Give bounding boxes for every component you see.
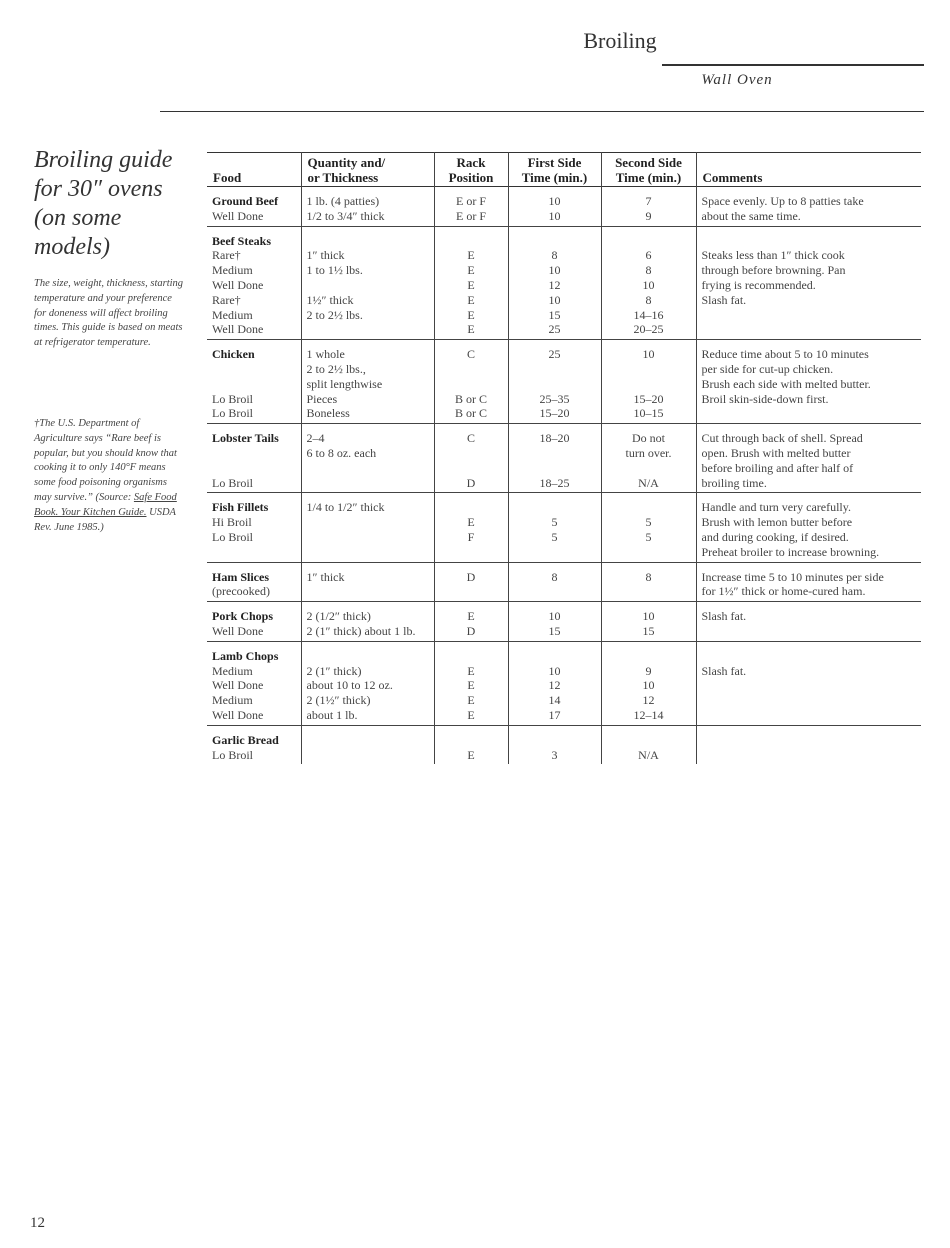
food-cell: Well Done xyxy=(212,208,264,223)
table-row xyxy=(207,392,921,407)
second-side-cell xyxy=(601,725,696,747)
first-side-cell: 18–20 xyxy=(508,424,601,446)
rack-cell xyxy=(434,377,508,392)
first-side-cell: 5 xyxy=(508,515,601,530)
food-cell xyxy=(207,340,301,362)
quantity-cell: 2 (1½″ thick) xyxy=(301,693,434,708)
header-rack: Rack Position xyxy=(434,153,508,187)
table-row xyxy=(207,322,921,339)
comment-cell: Broil skin-side-down first. xyxy=(696,392,921,407)
food-cell: Medium xyxy=(212,307,253,322)
food-group xyxy=(207,641,921,725)
header-quantity: Quantity and/ or Thickness xyxy=(301,153,434,187)
quantity-cell: about 1 lb. xyxy=(301,708,434,725)
comment-cell xyxy=(696,708,921,725)
food-group xyxy=(207,493,921,562)
first-side-cell xyxy=(508,377,601,392)
table-row xyxy=(207,248,921,263)
first-side-cell: 8 xyxy=(508,248,601,263)
food-cell: Lo Broil xyxy=(212,747,253,762)
quantity-cell xyxy=(301,725,434,747)
second-side-cell xyxy=(601,226,696,248)
first-side-cell: 10 xyxy=(508,209,601,226)
food-cell xyxy=(207,377,301,392)
first-side-cell: 12 xyxy=(508,678,601,693)
comment-cell xyxy=(696,725,921,747)
comment-cell: Reduce time about 5 to 10 minutes xyxy=(696,340,921,362)
quantity-cell xyxy=(301,278,434,293)
second-side-cell xyxy=(601,493,696,515)
footnote-source: Safe Food Book. Your Kitchen Guide. xyxy=(34,491,177,518)
food-cell xyxy=(207,461,301,476)
food-cell xyxy=(207,446,301,461)
table-row xyxy=(207,493,921,515)
quantity-cell: 6 to 8 oz. each xyxy=(301,446,434,461)
second-side-cell: 12–14 xyxy=(601,708,696,725)
food-cell: Well Done xyxy=(212,678,264,693)
first-side-cell: 25–35 xyxy=(508,392,601,407)
header-comments: Comments xyxy=(696,153,921,187)
quantity-cell xyxy=(301,545,434,562)
first-side-cell xyxy=(508,584,601,601)
table-row xyxy=(207,406,921,423)
food-name: Pork Chops xyxy=(212,609,274,624)
first-side-cell: 10 xyxy=(508,602,601,624)
food-cell: Lo Broil xyxy=(212,475,253,490)
comment-cell: and during cooking, if desired. xyxy=(696,530,921,545)
second-side-cell: 10–15 xyxy=(601,406,696,423)
food-cell xyxy=(207,562,301,584)
first-side-cell: 15 xyxy=(508,624,601,641)
comment-cell: Brush with lemon butter before xyxy=(696,515,921,530)
food-cell: Rare† xyxy=(212,292,241,307)
comment-cell: Handle and turn very carefully. xyxy=(696,493,921,515)
second-side-cell: 8 xyxy=(601,293,696,308)
food-cell xyxy=(207,226,301,248)
quantity-cell: 1/2 to 3/4″ thick xyxy=(301,209,434,226)
food-cell: Medium xyxy=(212,693,253,708)
food-name: Ham Slices xyxy=(212,569,269,584)
rack-cell: E xyxy=(434,693,508,708)
comment-cell: Steaks less than 1″ thick cook xyxy=(696,248,921,263)
first-side-cell xyxy=(508,725,601,747)
table-row xyxy=(207,530,921,545)
quantity-cell xyxy=(301,748,434,765)
first-side-cell: 10 xyxy=(508,187,601,209)
quantity-cell: 1½″ thick xyxy=(301,293,434,308)
sidebar-title: Broiling guide for 30″ ovens (on some models) xyxy=(34,147,173,260)
sidebar-footnote xyxy=(34,417,184,535)
table-row xyxy=(207,476,921,493)
rack-cell: E xyxy=(434,322,508,339)
rack-cell xyxy=(434,641,508,663)
comment-cell xyxy=(696,641,921,663)
second-side-cell xyxy=(601,545,696,562)
rack-cell: E xyxy=(434,664,508,679)
comment-cell: about the same time. xyxy=(696,209,921,226)
quantity-cell xyxy=(301,461,434,476)
table-row xyxy=(207,515,921,530)
table-row xyxy=(207,584,921,601)
food-cell: Well Done xyxy=(212,623,264,638)
quantity-cell: 1 to 1½ lbs. xyxy=(301,263,434,278)
table-row xyxy=(207,362,921,377)
table-row xyxy=(207,340,921,362)
table-row xyxy=(207,664,921,679)
first-side-cell xyxy=(508,446,601,461)
comment-cell: through before browning. Pan xyxy=(696,263,921,278)
rack-cell: E xyxy=(434,263,508,278)
rack-cell: E or F xyxy=(434,209,508,226)
first-side-cell: 25 xyxy=(508,340,601,362)
comment-cell: for 1½″ thick or home-cured ham. xyxy=(696,584,921,601)
second-side-cell: 9 xyxy=(601,664,696,679)
food-group xyxy=(207,226,921,340)
rack-cell: E xyxy=(434,293,508,308)
quantity-cell: 1/4 to 1/2″ thick xyxy=(301,493,434,515)
rack-cell: D xyxy=(434,476,508,493)
comment-cell: Slash fat. xyxy=(696,664,921,679)
quantity-cell xyxy=(301,322,434,339)
footnote-text: †The U.S. Department of Agriculture says “Rare beef is popular, but you should know that cooking it to only 140°F means some food poisoning organisms may survive.” (Source: xyxy=(34,418,177,503)
comment-cell: frying is recommended. xyxy=(696,278,921,293)
table-row xyxy=(207,226,921,248)
comment-cell: Space evenly. Up to 8 patties take xyxy=(696,187,921,209)
table-row xyxy=(207,424,921,446)
comment-cell: Slash fat. xyxy=(696,602,921,624)
table-row xyxy=(207,308,921,323)
second-side-cell: 15 xyxy=(601,624,696,641)
header-divider xyxy=(160,111,924,112)
comment-cell xyxy=(696,748,921,765)
first-side-cell: 10 xyxy=(508,263,601,278)
comment-cell: per side for cut-up chicken. xyxy=(696,362,921,377)
food-cell xyxy=(207,641,301,663)
header-second-side: Second Side Time (min.) xyxy=(601,153,696,187)
comment-cell: Cut through back of shell. Spread xyxy=(696,424,921,446)
first-side-cell: 25 xyxy=(508,322,601,339)
second-side-cell: 9 xyxy=(601,209,696,226)
sidebar-note: The size, weight, thickness, starting temperature and your preference for doneness will affect broiling times. This guide is based on meats at refrigerator temperature. xyxy=(34,278,184,349)
comment-cell xyxy=(696,624,921,641)
quantity-cell: 2 (1″ thick) xyxy=(301,664,434,679)
rack-cell xyxy=(434,725,508,747)
header-food: Food xyxy=(213,170,242,185)
rack-cell xyxy=(434,493,508,515)
broiling-guide-table xyxy=(207,152,921,764)
table-row xyxy=(207,278,921,293)
food-group xyxy=(207,187,921,227)
rack-cell: E xyxy=(434,602,508,624)
rack-cell: E xyxy=(434,248,508,263)
comment-cell: Increase time 5 to 10 minutes per side xyxy=(696,562,921,584)
comment-cell: broiling time. xyxy=(696,476,921,493)
quantity-cell: 2–4 xyxy=(301,424,434,446)
food-cell: Lo Broil xyxy=(212,406,253,421)
quantity-cell xyxy=(301,584,434,601)
quantity-cell xyxy=(301,530,434,545)
second-side-cell: 5 xyxy=(601,515,696,530)
quantity-cell xyxy=(301,515,434,530)
quantity-cell: 2 (1″ thick) about 1 lb. xyxy=(301,624,434,641)
first-side-cell: 8 xyxy=(508,562,601,584)
table-header-row xyxy=(207,153,921,187)
header-first-side: First Side Time (min.) xyxy=(508,153,601,187)
table-row xyxy=(207,708,921,725)
first-side-cell xyxy=(508,226,601,248)
rack-cell: D xyxy=(434,624,508,641)
food-cell xyxy=(207,602,301,624)
food-cell xyxy=(207,493,301,515)
quantity-cell: 2 to 2½ lbs. xyxy=(301,308,434,323)
first-side-cell xyxy=(508,545,601,562)
comment-cell: open. Brush with melted butter xyxy=(696,446,921,461)
second-side-cell: 10 xyxy=(601,602,696,624)
quantity-cell xyxy=(301,641,434,663)
table-row xyxy=(207,748,921,765)
food-name: Lamb Chops xyxy=(212,648,279,663)
food-name: Beef Steaks xyxy=(212,233,271,248)
food-name: Garlic Bread xyxy=(212,732,279,747)
second-side-cell: 12 xyxy=(601,693,696,708)
table-row xyxy=(207,693,921,708)
quantity-cell: 2 (1/2″ thick) xyxy=(301,602,434,624)
table-row xyxy=(207,187,921,209)
header-rule xyxy=(662,64,924,66)
second-side-cell xyxy=(601,377,696,392)
comment-cell xyxy=(696,406,921,423)
comment-cell xyxy=(696,693,921,708)
section-title: Broiling xyxy=(583,28,657,53)
food-cell: Lo Broil xyxy=(212,529,253,544)
rack-cell: D xyxy=(434,562,508,584)
food-cell xyxy=(207,424,301,446)
table-row xyxy=(207,461,921,476)
rack-cell xyxy=(434,446,508,461)
rack-cell: E xyxy=(434,278,508,293)
comment-cell: Slash fat. xyxy=(696,293,921,308)
food-cell xyxy=(207,362,301,377)
second-side-cell: Do not xyxy=(601,424,696,446)
food-cell xyxy=(207,725,301,747)
first-side-cell xyxy=(508,493,601,515)
comment-cell xyxy=(696,226,921,248)
table-row xyxy=(207,624,921,641)
first-side-cell: 3 xyxy=(508,748,601,765)
second-side-cell: 8 xyxy=(601,562,696,584)
second-side-cell: 15–20 xyxy=(601,392,696,407)
rack-cell xyxy=(434,461,508,476)
first-side-cell: 12 xyxy=(508,278,601,293)
comment-cell: before broiling and after half of xyxy=(696,461,921,476)
second-side-cell xyxy=(601,362,696,377)
rack-cell: C xyxy=(434,340,508,362)
quantity-cell: 1 lb. (4 patties) xyxy=(301,187,434,209)
quantity-cell: split lengthwise xyxy=(301,377,434,392)
quantity-cell: 1″ thick xyxy=(301,248,434,263)
first-side-cell: 10 xyxy=(508,293,601,308)
first-side-cell xyxy=(508,461,601,476)
second-side-cell: 14–16 xyxy=(601,308,696,323)
table-row xyxy=(207,209,921,226)
food-name: Chicken xyxy=(212,347,255,362)
table-row xyxy=(207,263,921,278)
rack-cell: E xyxy=(434,308,508,323)
second-side-cell: turn over. xyxy=(601,446,696,461)
comment-cell: Preheat broiler to increase browning. xyxy=(696,545,921,562)
first-side-cell: 10 xyxy=(508,664,601,679)
food-cell xyxy=(207,545,301,562)
second-side-cell: N/A xyxy=(601,476,696,493)
food-cell: Well Done xyxy=(212,277,264,292)
rack-cell: B or C xyxy=(434,392,508,407)
rack-cell xyxy=(434,545,508,562)
food-group xyxy=(207,602,921,642)
food-group xyxy=(207,424,921,493)
food-cell: Well Done xyxy=(212,322,264,337)
second-side-cell: 8 xyxy=(601,263,696,278)
second-side-cell xyxy=(601,584,696,601)
quantity-cell: 2 to 2½ lbs., xyxy=(301,362,434,377)
quantity-cell xyxy=(301,226,434,248)
second-side-cell xyxy=(601,461,696,476)
second-side-cell: N/A xyxy=(601,748,696,765)
first-side-cell: 17 xyxy=(508,708,601,725)
food-group xyxy=(207,340,921,424)
food-group xyxy=(207,725,921,764)
rack-cell: E or F xyxy=(434,187,508,209)
first-side-cell: 15–20 xyxy=(508,406,601,423)
first-side-cell xyxy=(508,362,601,377)
food-cell: Well Done xyxy=(212,707,264,722)
table-row xyxy=(207,641,921,663)
rack-cell: F xyxy=(434,530,508,545)
second-side-cell xyxy=(601,641,696,663)
table-row xyxy=(207,377,921,392)
first-side-cell xyxy=(508,641,601,663)
food-cell: (precooked) xyxy=(212,584,270,599)
second-side-cell: 20–25 xyxy=(601,322,696,339)
food-cell: Medium xyxy=(212,263,253,278)
quantity-cell: 1 whole xyxy=(301,340,434,362)
rack-cell xyxy=(434,584,508,601)
quantity-cell: 1″ thick xyxy=(301,562,434,584)
second-side-cell: 10 xyxy=(601,678,696,693)
food-cell: Medium xyxy=(212,663,253,678)
second-side-cell: 10 xyxy=(601,340,696,362)
second-side-cell: 7 xyxy=(601,187,696,209)
first-side-cell: 14 xyxy=(508,693,601,708)
first-side-cell: 15 xyxy=(508,308,601,323)
rack-cell: E xyxy=(434,515,508,530)
first-side-cell: 5 xyxy=(508,530,601,545)
quantity-cell xyxy=(301,476,434,493)
second-side-cell: 5 xyxy=(601,530,696,545)
rack-cell: C xyxy=(434,424,508,446)
second-side-cell: 10 xyxy=(601,278,696,293)
food-cell: Rare† xyxy=(212,248,241,263)
comment-cell xyxy=(696,322,921,339)
food-cell: Lo Broil xyxy=(212,391,253,406)
first-side-cell: 18–25 xyxy=(508,476,601,493)
food-name: Ground Beef xyxy=(212,194,279,208)
table-row xyxy=(207,602,921,624)
section-subtitle: Wall Oven xyxy=(701,72,773,88)
table-row xyxy=(207,678,921,693)
table-row xyxy=(207,446,921,461)
rack-cell xyxy=(434,226,508,248)
food-name: Fish Fillets xyxy=(212,500,269,515)
food-cell xyxy=(207,187,301,209)
table-row xyxy=(207,725,921,747)
table-row xyxy=(207,562,921,584)
comment-cell xyxy=(696,678,921,693)
table-row xyxy=(207,293,921,308)
second-side-cell: 6 xyxy=(601,248,696,263)
food-name: Lobster Tails xyxy=(212,431,279,446)
rack-cell: B or C xyxy=(434,406,508,423)
quantity-cell: Boneless xyxy=(301,406,434,423)
food-cell: Hi Broil xyxy=(212,515,252,530)
quantity-cell: Pieces xyxy=(301,392,434,407)
page-number: 12 xyxy=(30,1215,45,1231)
table-row xyxy=(207,545,921,562)
food-group xyxy=(207,562,921,602)
rack-cell: E xyxy=(434,678,508,693)
quantity-cell: about 10 to 12 oz. xyxy=(301,678,434,693)
comment-cell: Brush each side with melted butter. xyxy=(696,377,921,392)
rack-cell xyxy=(434,362,508,377)
footnote-end: USDA Rev. June 1985.) xyxy=(34,506,176,533)
rack-cell: E xyxy=(434,748,508,765)
rack-cell: E xyxy=(434,708,508,725)
comment-cell xyxy=(696,308,921,323)
